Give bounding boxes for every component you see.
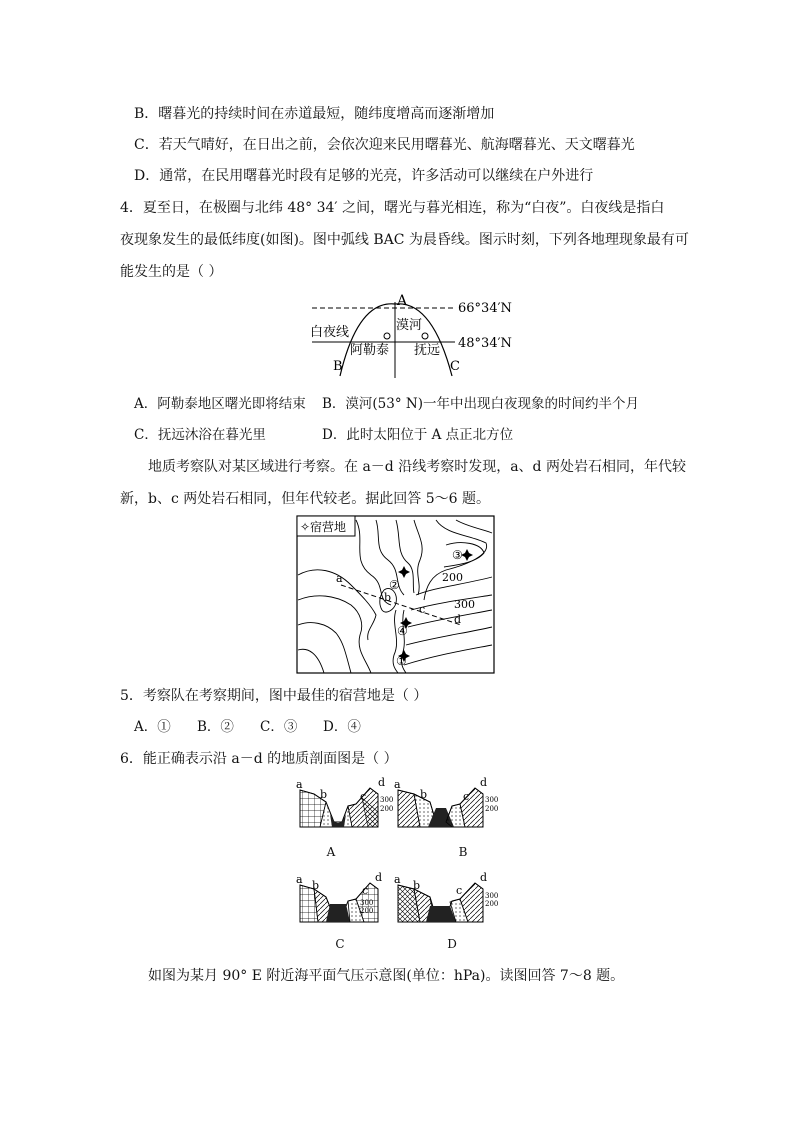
profile-a-label-c: c bbox=[360, 790, 367, 803]
profile-c-label-b: b bbox=[312, 879, 320, 892]
profile-d-tick-300: 300 bbox=[485, 892, 499, 900]
q4-stem-line3: 能发生的是（ ） bbox=[120, 264, 223, 280]
q4-stem-line2: 夜现象发生的最低纬度(如图)。图中弧线 BAC 为晨昏线。图示时刻，下列各地理现象最有可 bbox=[120, 232, 689, 248]
q6-stem: 6．能正确表示沿 a－d 的地质剖面图是（ ） bbox=[120, 751, 398, 767]
q5-stem: 5．考察队在考察期间，图中最佳的宿营地是（ ） bbox=[120, 688, 428, 704]
q5-option-a: A．① bbox=[134, 719, 171, 735]
contour-label-b: b bbox=[384, 591, 392, 604]
contour-label-a: a bbox=[336, 572, 343, 585]
q4-option-c: C．抚远沐浴在暮光里 bbox=[134, 427, 266, 443]
q3-option-c: C．若天气晴好，在日出之前，会依次迎来民用曙暮光、航海曙暮光、天文曙暮光 bbox=[134, 137, 635, 153]
geologic-profiles bbox=[290, 774, 505, 950]
lat-66-label: 66°34′N bbox=[458, 301, 512, 316]
intro-56-line1: 地质考察队对某区域进行考察。在 a－d 沿线考察时发现，a、d 两处岩石相同，年代较 bbox=[148, 459, 686, 475]
fuyuan-label: 抚远 bbox=[414, 343, 441, 358]
contour-label-c: c bbox=[419, 603, 426, 616]
white-night-line-label: 白夜线 bbox=[310, 325, 350, 340]
profile-c-label-a: a bbox=[296, 873, 303, 886]
profile-d-label-d: d bbox=[480, 871, 488, 884]
profile-d-caption: D bbox=[447, 937, 457, 951]
profile-a-label-d: d bbox=[378, 776, 386, 789]
profile-b-tick-200: 200 bbox=[485, 805, 499, 813]
profile-b-label-a: a bbox=[394, 778, 401, 791]
profile-c-tick-300: 300 bbox=[360, 899, 374, 907]
mohe-label: 漠河 bbox=[396, 318, 423, 333]
profile-a-tick-300: 300 bbox=[380, 796, 394, 804]
q4-option-d: D．此时太阳位于 A 点正北方位 bbox=[322, 427, 514, 443]
profile-b-caption: B bbox=[458, 845, 468, 859]
q3-option-b: B．曙暮光的持续时间在赤道最短，随纬度增高而逐渐增加 bbox=[134, 106, 495, 122]
profile-d-label-c: c bbox=[456, 884, 463, 897]
profile-d bbox=[398, 883, 483, 922]
profile-a-label-b: b bbox=[320, 788, 328, 801]
q4-option-b: B．漠河(53° N)一年中出现白夜现象的时间约半个月 bbox=[322, 396, 639, 412]
contour-map bbox=[296, 515, 496, 675]
q5-option-d: D．④ bbox=[323, 719, 361, 735]
profile-b bbox=[398, 788, 483, 827]
profile-c-label-d: d bbox=[375, 871, 383, 884]
label-a: A bbox=[397, 293, 408, 309]
intro-78: 如图为某月 90° E 附近海平面气压示意图(单位：hPa)。读图回答 7～8 题。 bbox=[148, 968, 625, 984]
camp-legend: ✧宿营地 bbox=[300, 520, 347, 534]
label-b: B bbox=[333, 359, 343, 374]
profile-d-tick-200: 200 bbox=[485, 900, 499, 908]
profile-c-tick-200: 200 bbox=[360, 907, 374, 915]
q4-option-a: A．阿勒泰地区曙光即将结束 bbox=[134, 396, 306, 412]
q5-option-c: C．③ bbox=[260, 719, 298, 735]
profile-b-label-d: d bbox=[480, 776, 488, 789]
q3-option-d: D．通常，在民用曙暮光时段有足够的光亮，许多活动可以继续在户外进行 bbox=[134, 168, 594, 184]
profile-a-caption: A bbox=[326, 845, 336, 859]
profile-b-tick-300: 300 bbox=[485, 796, 499, 804]
intro-56-line2: 新，b、c 两处岩石相同，但年代较老。据此回答 5～6 题。 bbox=[120, 491, 490, 507]
contour-200-label: 200 bbox=[442, 571, 463, 584]
camp-marker-3: ③ bbox=[452, 548, 463, 562]
camp-marker-2: ② bbox=[389, 578, 400, 592]
white-night-diagram bbox=[300, 290, 530, 380]
profile-d-label-a: a bbox=[394, 873, 401, 886]
profile-a-label-a: a bbox=[296, 778, 303, 791]
contour-300-label: 300 bbox=[454, 598, 475, 611]
profile-c-label-c: c bbox=[362, 884, 369, 897]
profile-b-label-c: c bbox=[463, 790, 470, 803]
profile-c-caption: C bbox=[335, 937, 345, 951]
profile-a bbox=[300, 788, 378, 827]
label-c: C bbox=[450, 359, 460, 374]
q4-stem-line1: 4．夏至日，在极圈与北纬 48° 34′ 之间，曙光与暮光相连，称为“白夜”。白夜线是指白 bbox=[120, 200, 665, 216]
aletai-label: 阿勒泰 bbox=[350, 343, 390, 358]
profile-d-label-b: b bbox=[413, 879, 421, 892]
contour-label-d: d bbox=[454, 613, 462, 626]
q5-option-b: B．② bbox=[197, 719, 234, 735]
profile-a-tick-200: 200 bbox=[380, 805, 394, 813]
lat-48-label: 48°34′N bbox=[458, 336, 512, 351]
profile-b-label-b: b bbox=[420, 788, 428, 801]
camp-marker-4: ④ bbox=[397, 624, 408, 638]
camp-marker-1: ① bbox=[396, 654, 407, 668]
